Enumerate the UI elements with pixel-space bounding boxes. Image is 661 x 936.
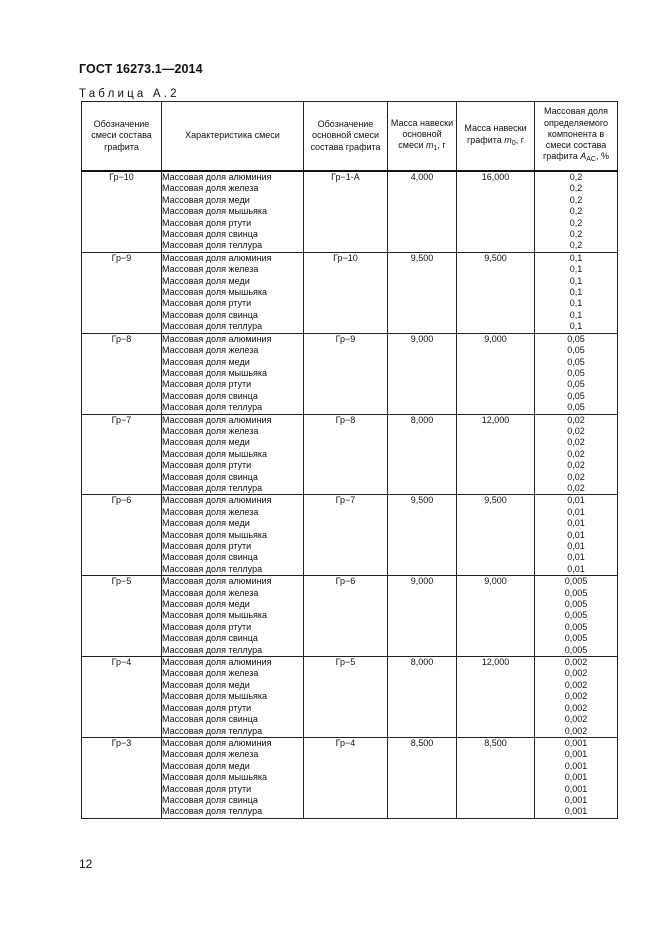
mass-graphite-cell: 16,000 bbox=[457, 171, 535, 252]
table-row bbox=[82, 171, 618, 252]
table-row bbox=[82, 252, 618, 333]
mass-graphite-cell: 9,000 bbox=[457, 333, 535, 414]
fraction-value: 0,2 bbox=[569, 172, 583, 182]
col-header-code: Обозначение смеси состава графита bbox=[82, 102, 162, 172]
col-header-fraction: Массовая доля определяемого компонента в смеси состава графита $A_{AC}$, % bbox=[535, 102, 618, 172]
fraction-value: 0,005 bbox=[564, 633, 588, 644]
component-label: Массовая доля теллура bbox=[162, 563, 263, 574]
characteristic-cell bbox=[162, 333, 304, 414]
fraction-value: 0,002 bbox=[564, 702, 588, 713]
component-label: Массовая доля меди bbox=[162, 275, 250, 286]
mass-graphite-cell: 12,000 bbox=[457, 414, 535, 495]
fraction-value: 0,001 bbox=[564, 760, 588, 771]
component-label: Массовая доля меди bbox=[162, 356, 250, 367]
fraction-value: 0,1 bbox=[569, 287, 583, 298]
mass-graphite-cell: 8,500 bbox=[457, 737, 535, 818]
fraction-value: 0,005 bbox=[564, 587, 588, 598]
component-label: Массовая доля ртути bbox=[162, 621, 252, 632]
component-label: Массовая доля ртути bbox=[162, 460, 252, 471]
base-mixture-cell: Гр−6 bbox=[304, 576, 388, 657]
fraction-value: 0,2 bbox=[569, 217, 583, 228]
fraction-value: 0,002 bbox=[564, 657, 588, 668]
fraction-value: 0,02 bbox=[567, 448, 585, 459]
base-mixture-cell: Гр−7 bbox=[304, 495, 388, 576]
component-label: Массовая доля теллура bbox=[162, 725, 263, 736]
component-label: Массовая доля свинца bbox=[162, 552, 258, 563]
fraction-cell bbox=[535, 414, 618, 495]
page-number: 12 bbox=[79, 857, 93, 871]
mass-base-cell: 8,500 bbox=[388, 737, 457, 818]
component-label: Массовая доля железа bbox=[162, 425, 259, 436]
component-label: Массовая доля алюминия bbox=[162, 495, 272, 506]
characteristic-cell bbox=[162, 576, 304, 657]
component-label: Массовая доля алюминия bbox=[162, 333, 272, 344]
component-label: Массовая доля мышьяка bbox=[162, 691, 268, 702]
fraction-value: 0,005 bbox=[564, 599, 588, 610]
table-header-row bbox=[82, 102, 618, 172]
component-label: Массовая доля мышьяка bbox=[162, 610, 268, 621]
fraction-cell bbox=[535, 495, 618, 576]
fraction-value: 0,001 bbox=[564, 806, 588, 817]
fraction-value: 0,1 bbox=[569, 264, 583, 275]
mixture-code-cell: Гр−6 bbox=[82, 495, 162, 576]
mixture-code-cell: Гр−7 bbox=[82, 414, 162, 495]
fraction-value: 0,01 bbox=[567, 495, 585, 506]
mass-base-cell: 8,000 bbox=[388, 414, 457, 495]
fraction-value: 0,2 bbox=[569, 240, 583, 251]
component-label: Массовая доля свинца bbox=[162, 633, 258, 644]
fraction-value: 0,02 bbox=[567, 437, 585, 448]
component-label: Массовая доля меди bbox=[162, 679, 250, 690]
col-header-characteristic: Характеристика смеси bbox=[162, 102, 304, 172]
fraction-value: 0,001 bbox=[564, 749, 588, 760]
component-label: Массовая доля свинца bbox=[162, 714, 258, 725]
mass-base-cell: 8,000 bbox=[388, 657, 457, 738]
component-label: Массовая доля свинца bbox=[162, 794, 258, 805]
fraction-value: 0,001 bbox=[564, 772, 588, 783]
table-row bbox=[82, 576, 618, 657]
mass-graphite-cell: 9,000 bbox=[457, 576, 535, 657]
fraction-value: 0,02 bbox=[567, 425, 585, 436]
fraction-value: 0,02 bbox=[567, 414, 585, 425]
component-label: Массовая доля алюминия bbox=[162, 737, 272, 748]
component-label: Массовая доля меди bbox=[162, 518, 250, 529]
characteristic-cell bbox=[162, 737, 304, 818]
component-label: Массовая доля железа bbox=[162, 345, 259, 356]
mass-base-cell: 9,000 bbox=[388, 576, 457, 657]
fraction-value: 0,005 bbox=[564, 644, 588, 655]
fraction-cell bbox=[535, 657, 618, 738]
mass-graphite-cell: 9,500 bbox=[457, 495, 535, 576]
component-label: Массовая доля мышьяка bbox=[162, 367, 268, 378]
component-label: Массовая доля алюминия bbox=[162, 657, 272, 668]
col-header-base-code: Обозначение основной смеси состава графита bbox=[304, 102, 388, 172]
component-label: Массовая доля теллура bbox=[162, 644, 263, 655]
component-label: Массовая доля железа bbox=[162, 587, 259, 598]
component-label: Массовая доля свинца bbox=[162, 309, 258, 320]
fraction-value: 0,002 bbox=[564, 725, 588, 736]
component-label: Массовая доля ртути bbox=[162, 783, 252, 794]
mass-base-cell: 4,000 bbox=[388, 171, 457, 252]
component-label: Массовая доля теллура bbox=[162, 402, 263, 413]
fraction-value: 0,005 bbox=[564, 576, 588, 587]
fraction-value: 0,1 bbox=[569, 275, 583, 286]
characteristic-cell bbox=[162, 495, 304, 576]
component-label: Массовая доля ртути bbox=[162, 702, 252, 713]
base-mixture-cell: Гр−9 bbox=[304, 333, 388, 414]
component-label: Массовая доля свинца bbox=[162, 390, 258, 401]
fraction-value: 0,002 bbox=[564, 691, 588, 702]
fraction-value: 0,1 bbox=[569, 321, 583, 332]
component-label: Массовая доля свинца bbox=[162, 471, 258, 482]
base-mixture-cell: Гр−10 bbox=[304, 252, 388, 333]
fraction-value: 0,2 bbox=[569, 229, 583, 240]
component-label: Массовая доля железа bbox=[162, 749, 259, 760]
fraction-cell bbox=[535, 333, 618, 414]
col-header-m1: Масса навески основной смеси $m_1$, г bbox=[388, 102, 457, 172]
fraction-value: 0,01 bbox=[567, 506, 585, 517]
component-label: Массовая доля ртути bbox=[162, 541, 252, 551]
mass-base-cell: 9,500 bbox=[388, 495, 457, 576]
fraction-value: 0,001 bbox=[564, 794, 588, 805]
fraction-value: 0,005 bbox=[564, 610, 588, 621]
component-label: Массовая доля мышьяка bbox=[162, 287, 268, 298]
mixture-code-cell: Гр−4 bbox=[82, 657, 162, 738]
component-label: Массовая доля алюминия bbox=[162, 252, 272, 263]
fraction-value: 0,05 bbox=[567, 333, 585, 344]
fraction-value: 0,02 bbox=[567, 460, 585, 471]
table-row bbox=[82, 414, 618, 495]
fraction-value: 0,001 bbox=[564, 737, 588, 748]
characteristic-cell bbox=[162, 252, 304, 333]
fraction-value: 0,02 bbox=[567, 471, 585, 482]
mixture-code-cell: Гр−5 bbox=[82, 576, 162, 657]
fraction-value: 0,05 bbox=[567, 379, 585, 390]
fraction-value: 0,01 bbox=[567, 518, 585, 529]
fraction-value: 0,05 bbox=[567, 345, 585, 356]
fraction-value: 0,01 bbox=[567, 563, 585, 574]
fraction-value: 0,1 bbox=[569, 252, 583, 263]
mass-base-cell: 9,000 bbox=[388, 333, 457, 414]
fraction-value: 0,1 bbox=[569, 309, 583, 320]
component-label: Массовая доля теллура bbox=[162, 482, 263, 493]
component-label: Массовая доля железа bbox=[162, 506, 259, 517]
fraction-value: 0,05 bbox=[567, 367, 585, 378]
component-label: Массовая доля мышьяка bbox=[162, 448, 268, 459]
fraction-value: 0,1 bbox=[569, 298, 583, 309]
component-label: Массовая доля алюминия bbox=[162, 172, 272, 182]
fraction-value: 0,02 bbox=[567, 482, 585, 493]
fraction-value: 0,05 bbox=[567, 356, 585, 367]
characteristic-cell bbox=[162, 657, 304, 738]
document-title: ГОСТ 16273.1—2014 bbox=[79, 62, 203, 76]
fraction-value: 0,01 bbox=[567, 541, 585, 551]
fraction-cell bbox=[535, 737, 618, 818]
component-label: Массовая доля мышьяка bbox=[162, 772, 268, 783]
mass-graphite-cell: 12,000 bbox=[457, 657, 535, 738]
component-label: Массовая доля железа bbox=[162, 668, 259, 679]
base-mixture-cell: Гр−4 bbox=[304, 737, 388, 818]
table-row bbox=[82, 495, 618, 576]
component-label: Массовая доля железа bbox=[162, 264, 259, 275]
mixture-code-cell: Гр−9 bbox=[82, 252, 162, 333]
table-row bbox=[82, 333, 618, 414]
component-label: Массовая доля теллура bbox=[162, 806, 263, 817]
component-label: Массовая доля железа bbox=[162, 183, 259, 194]
component-label: Массовая доля ртути bbox=[162, 298, 252, 309]
component-label: Массовая доля теллура bbox=[162, 321, 263, 332]
base-mixture-cell: Гр−5 bbox=[304, 657, 388, 738]
component-label: Массовая доля свинца bbox=[162, 229, 258, 240]
component-label: Массовая доля теллура bbox=[162, 240, 263, 251]
fraction-cell bbox=[535, 171, 618, 252]
fraction-cell bbox=[535, 252, 618, 333]
component-label: Массовая доля меди bbox=[162, 437, 250, 448]
fraction-cell bbox=[535, 576, 618, 657]
component-label: Массовая доля мышьяка bbox=[162, 206, 268, 217]
col-header-m0: Масса навески графита $m_0$, г bbox=[457, 102, 535, 172]
fraction-value: 0,2 bbox=[569, 206, 583, 217]
component-label: Массовая доля меди bbox=[162, 599, 250, 610]
component-label: Массовая доля алюминия bbox=[162, 576, 272, 587]
fraction-value: 0,05 bbox=[567, 402, 585, 413]
mixture-code-cell: Гр−8 bbox=[82, 333, 162, 414]
table-row bbox=[82, 657, 618, 738]
component-label: Массовая доля меди bbox=[162, 194, 250, 205]
mixture-table bbox=[81, 101, 618, 819]
fraction-value: 0,01 bbox=[567, 529, 585, 540]
component-label: Массовая доля мышьяка bbox=[162, 529, 268, 540]
component-label: Массовая доля ртути bbox=[162, 379, 252, 390]
base-mixture-cell: Гр−1-А bbox=[304, 171, 388, 252]
fraction-value: 0,005 bbox=[564, 621, 588, 632]
component-label: Массовая доля меди bbox=[162, 760, 250, 771]
component-label: Массовая доля алюминия bbox=[162, 414, 272, 425]
mixture-code-cell: Гр−10 bbox=[82, 171, 162, 252]
table-row bbox=[82, 737, 618, 818]
mixture-code-cell: Гр−3 bbox=[82, 737, 162, 818]
fraction-value: 0,001 bbox=[564, 783, 588, 794]
mass-base-cell: 9,500 bbox=[388, 252, 457, 333]
fraction-value: 0,002 bbox=[564, 714, 588, 725]
mass-graphite-cell: 9,500 bbox=[457, 252, 535, 333]
base-mixture-cell: Гр−8 bbox=[304, 414, 388, 495]
table-caption: Таблица А.2 bbox=[79, 88, 180, 100]
fraction-value: 0,2 bbox=[569, 194, 583, 205]
fraction-value: 0,05 bbox=[567, 390, 585, 401]
fraction-value: 0,002 bbox=[564, 679, 588, 690]
fraction-value: 0,2 bbox=[569, 183, 583, 194]
component-label: Массовая доля ртути bbox=[162, 217, 252, 228]
fraction-value: 0,01 bbox=[567, 552, 585, 563]
characteristic-cell bbox=[162, 414, 304, 495]
characteristic-cell bbox=[162, 171, 304, 252]
fraction-value: 0,002 bbox=[564, 668, 588, 679]
